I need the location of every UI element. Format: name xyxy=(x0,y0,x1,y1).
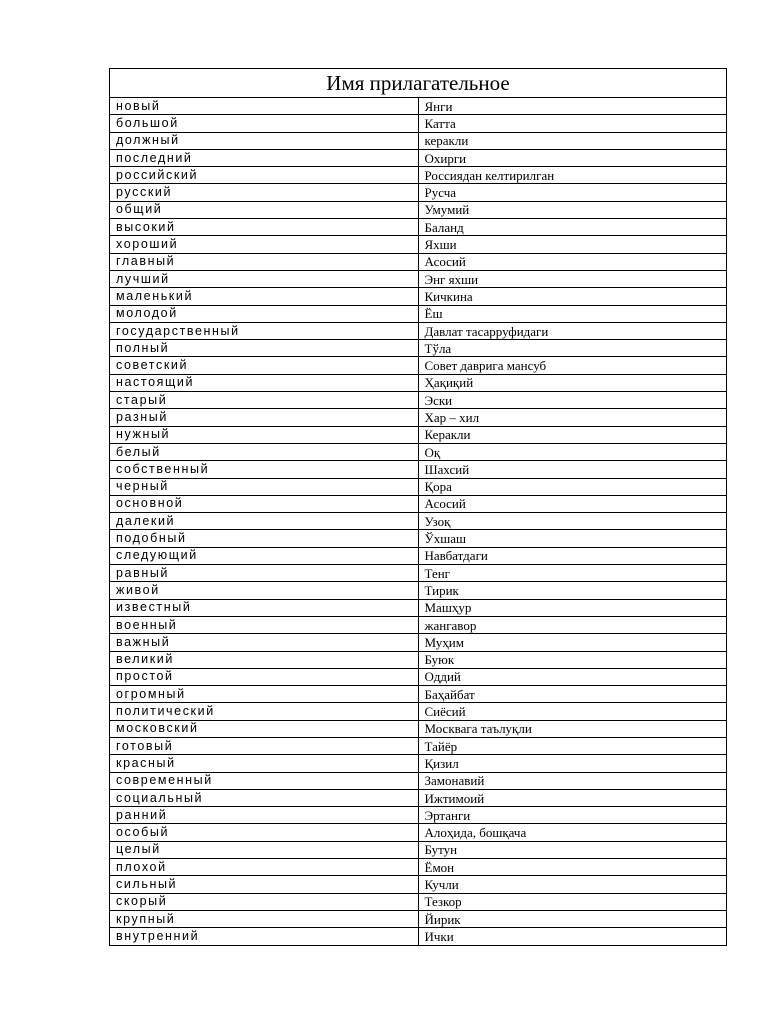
uzbek-translation-cell: Охирги xyxy=(418,149,727,166)
table-row xyxy=(110,530,727,547)
russian-adjective-cell: полный xyxy=(110,340,419,357)
russian-adjective-cell: высокий xyxy=(110,219,419,236)
table-row xyxy=(110,686,727,703)
table-row xyxy=(110,357,727,374)
russian-adjective-cell: молодой xyxy=(110,305,419,322)
table-row xyxy=(110,184,727,201)
uzbek-translation-cell: Тезкор xyxy=(418,893,727,910)
table-row xyxy=(110,755,727,772)
russian-adjective-cell: хороший xyxy=(110,236,419,253)
table-row xyxy=(110,841,727,858)
uzbek-translation-cell: Оқ xyxy=(418,443,727,460)
uzbek-translation-cell: Буюк xyxy=(418,651,727,668)
russian-adjective-cell: разный xyxy=(110,409,419,426)
table-row xyxy=(110,668,727,685)
uzbek-translation-cell: Узоқ xyxy=(418,513,727,530)
table-row xyxy=(110,599,727,616)
uzbek-translation-cell: Совет даврига мансуб xyxy=(418,357,727,374)
uzbek-translation-cell: Алоҳида, бошқача xyxy=(418,824,727,841)
uzbek-translation-cell: Кучли xyxy=(418,876,727,893)
russian-adjective-cell: большой xyxy=(110,115,419,132)
russian-adjective-cell: далекий xyxy=(110,513,419,530)
russian-adjective-cell: последний xyxy=(110,149,419,166)
russian-adjective-cell: должный xyxy=(110,132,419,149)
vocabulary-rows xyxy=(110,98,727,946)
uzbek-translation-cell: Русча xyxy=(418,184,727,201)
table-row xyxy=(110,288,727,305)
uzbek-translation-cell: Москвага таълуқли xyxy=(418,720,727,737)
table-row xyxy=(110,426,727,443)
table-row xyxy=(110,443,727,460)
table-row xyxy=(110,859,727,876)
russian-adjective-cell: политический xyxy=(110,703,419,720)
russian-adjective-cell: ранний xyxy=(110,807,419,824)
uzbek-translation-cell: Ҳақиқий xyxy=(418,374,727,391)
uzbek-translation-cell: Бутун xyxy=(418,841,727,858)
table-row xyxy=(110,547,727,564)
table-row xyxy=(110,392,727,409)
table-row xyxy=(110,807,727,824)
table-row xyxy=(110,582,727,599)
russian-adjective-cell: простой xyxy=(110,668,419,685)
russian-adjective-cell: главный xyxy=(110,253,419,270)
russian-adjective-cell: социальный xyxy=(110,789,419,806)
table-row xyxy=(110,893,727,910)
uzbek-translation-cell: Қора xyxy=(418,478,727,495)
russian-adjective-cell: российский xyxy=(110,167,419,184)
russian-adjective-cell: следующий xyxy=(110,547,419,564)
table-row xyxy=(110,478,727,495)
table-row xyxy=(110,720,727,737)
russian-adjective-cell: великий xyxy=(110,651,419,668)
russian-adjective-cell: московский xyxy=(110,720,419,737)
uzbek-translation-cell: Янги xyxy=(418,98,727,115)
russian-adjective-cell: настоящий xyxy=(110,374,419,391)
russian-adjective-cell: нужный xyxy=(110,426,419,443)
table-row xyxy=(110,616,727,633)
uzbek-translation-cell: Навбатдаги xyxy=(418,547,727,564)
uzbek-translation-cell: Керакли xyxy=(418,426,727,443)
russian-adjective-cell: новый xyxy=(110,98,419,115)
uzbek-translation-cell: Баланд xyxy=(418,219,727,236)
uzbek-translation-cell: Эртанги xyxy=(418,807,727,824)
uzbek-translation-cell: Тенг xyxy=(418,565,727,582)
russian-adjective-cell: готовый xyxy=(110,737,419,754)
russian-adjective-cell: равный xyxy=(110,565,419,582)
russian-adjective-cell: важный xyxy=(110,634,419,651)
russian-adjective-cell: целый xyxy=(110,841,419,858)
russian-adjective-cell: лучший xyxy=(110,270,419,287)
uzbek-translation-cell: Давлат тасарруфидаги xyxy=(418,322,727,339)
table-row xyxy=(110,495,727,512)
russian-adjective-cell: маленький xyxy=(110,288,419,305)
uzbek-translation-cell: Муҳим xyxy=(418,634,727,651)
table-row xyxy=(110,132,727,149)
uzbek-translation-cell: Кичкина xyxy=(418,288,727,305)
uzbek-translation-cell: Асосий xyxy=(418,495,727,512)
table-row xyxy=(110,270,727,287)
table-row xyxy=(110,115,727,132)
vocabulary-table xyxy=(109,68,727,946)
russian-adjective-cell: живой xyxy=(110,582,419,599)
table-row xyxy=(110,461,727,478)
russian-adjective-cell: скорый xyxy=(110,893,419,910)
uzbek-translation-cell: Баҳайбат xyxy=(418,686,727,703)
russian-adjective-cell: государственный xyxy=(110,322,419,339)
uzbek-translation-cell: Йирик xyxy=(418,910,727,927)
russian-adjective-cell: плохой xyxy=(110,859,419,876)
russian-adjective-cell: белый xyxy=(110,443,419,460)
russian-adjective-cell: общий xyxy=(110,201,419,218)
table-row xyxy=(110,253,727,270)
uzbek-translation-cell: Ўхшаш xyxy=(418,530,727,547)
uzbek-translation-cell: жангавор xyxy=(418,616,727,633)
uzbek-translation-cell: Қизил xyxy=(418,755,727,772)
uzbek-translation-cell: Тўла xyxy=(418,340,727,357)
uzbek-translation-cell: Асосий xyxy=(418,253,727,270)
uzbek-translation-cell: Оддий xyxy=(418,668,727,685)
uzbek-translation-cell: Шахсий xyxy=(418,461,727,478)
table-row xyxy=(110,201,727,218)
russian-adjective-cell: подобный xyxy=(110,530,419,547)
uzbek-translation-cell: Ижтимоий xyxy=(418,789,727,806)
uzbek-translation-cell: Машҳур xyxy=(418,599,727,616)
table-row xyxy=(110,651,727,668)
table-row xyxy=(110,236,727,253)
uzbek-translation-cell: Эски xyxy=(418,392,727,409)
uzbek-translation-cell: Ички xyxy=(418,928,727,945)
table-row xyxy=(110,928,727,945)
uzbek-translation-cell: Энг яхши xyxy=(418,270,727,287)
table-row xyxy=(110,910,727,927)
uzbek-translation-cell: Тайёр xyxy=(418,737,727,754)
table-title: Имя прилагательное xyxy=(110,69,727,98)
table-row xyxy=(110,409,727,426)
uzbek-translation-cell: керакли xyxy=(418,132,727,149)
russian-adjective-cell: собственный xyxy=(110,461,419,478)
russian-adjective-cell: особый xyxy=(110,824,419,841)
uzbek-translation-cell: Яхши xyxy=(418,236,727,253)
russian-adjective-cell: основной xyxy=(110,495,419,512)
russian-adjective-cell: черный xyxy=(110,478,419,495)
table-row xyxy=(110,703,727,720)
uzbek-translation-cell: Умумий xyxy=(418,201,727,218)
table-row xyxy=(110,305,727,322)
title-row xyxy=(110,69,727,98)
table-row xyxy=(110,374,727,391)
table-row xyxy=(110,149,727,166)
uzbek-translation-cell: Хар – хил xyxy=(418,409,727,426)
russian-adjective-cell: огромный xyxy=(110,686,419,703)
table-row xyxy=(110,634,727,651)
uzbek-translation-cell: Россиядан келтирилган xyxy=(418,167,727,184)
russian-adjective-cell: русский xyxy=(110,184,419,201)
uzbek-translation-cell: Замонавий xyxy=(418,772,727,789)
table-row xyxy=(110,322,727,339)
russian-adjective-cell: сильный xyxy=(110,876,419,893)
table-row xyxy=(110,737,727,754)
russian-adjective-cell: красный xyxy=(110,755,419,772)
russian-adjective-cell: старый xyxy=(110,392,419,409)
russian-adjective-cell: известный xyxy=(110,599,419,616)
table-row xyxy=(110,789,727,806)
russian-adjective-cell: советский xyxy=(110,357,419,374)
table-row xyxy=(110,167,727,184)
table-row xyxy=(110,565,727,582)
russian-adjective-cell: внутренний xyxy=(110,928,419,945)
russian-adjective-cell: современный xyxy=(110,772,419,789)
table-row xyxy=(110,824,727,841)
uzbek-translation-cell: Ёмон xyxy=(418,859,727,876)
table-row xyxy=(110,340,727,357)
table-row xyxy=(110,772,727,789)
uzbek-translation-cell: Катта xyxy=(418,115,727,132)
uzbek-translation-cell: Тирик xyxy=(418,582,727,599)
russian-adjective-cell: военный xyxy=(110,616,419,633)
table-row xyxy=(110,219,727,236)
uzbek-translation-cell: Ёш xyxy=(418,305,727,322)
table-row xyxy=(110,98,727,115)
russian-adjective-cell: крупный xyxy=(110,910,419,927)
table-row xyxy=(110,513,727,530)
uzbek-translation-cell: Сиёсий xyxy=(418,703,727,720)
table-row xyxy=(110,876,727,893)
